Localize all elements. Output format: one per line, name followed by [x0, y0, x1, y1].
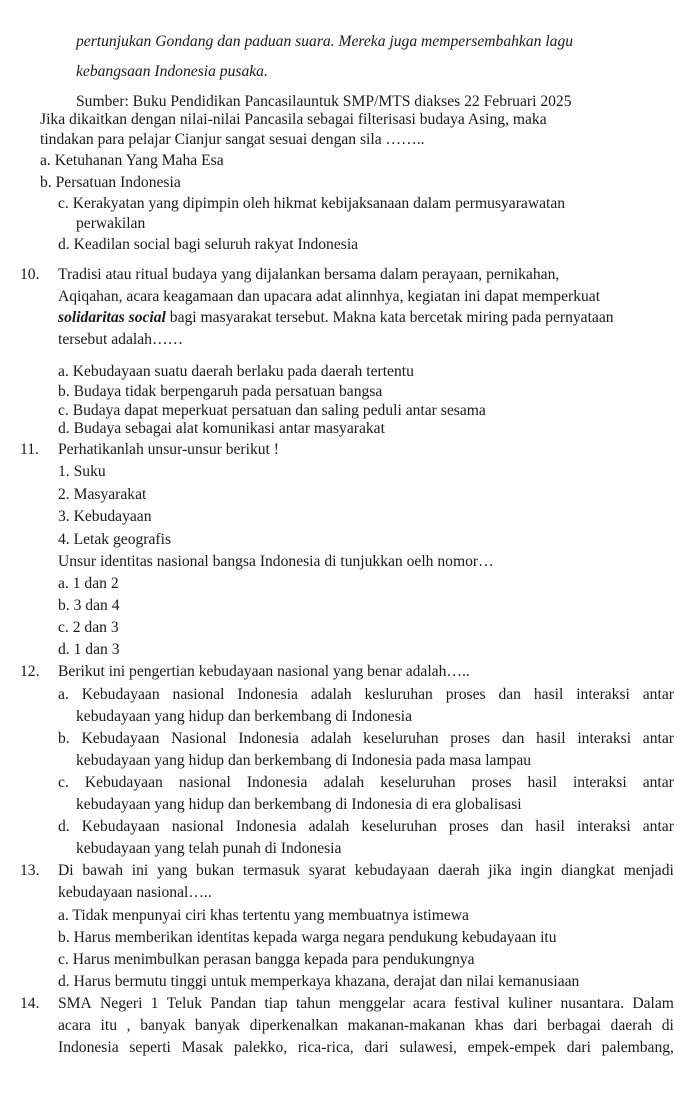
justified-word: dari: [364, 1039, 389, 1056]
justified-word: rica-rica,: [297, 1039, 354, 1056]
justified-word: interaksi: [576, 818, 631, 835]
intro-option-b: b. Persatuan Indonesia: [40, 174, 181, 191]
q12-stem: Berikut ini pengertian kebudayaan nasional yang benar adalah…..: [58, 663, 470, 680]
justified-word: proses: [471, 774, 512, 791]
justified-word: 1: [150, 995, 159, 1012]
justified-word: Negeri: [100, 995, 143, 1012]
q11-item-4: 4. Letak geografis: [58, 531, 172, 548]
justified-word: hasil: [535, 818, 565, 835]
justified-word: ini: [131, 862, 149, 879]
justified-word: adalah: [308, 818, 350, 835]
justified-word: syarat: [308, 862, 346, 879]
intro-option-c-line-1: c. Kerakyatan yang dipimpin oleh hikmat kebijaksanaan dalam permusyarawatan: [58, 195, 566, 212]
intro-option-a: a. Ketuhanan Yang Maha Esa: [40, 152, 224, 169]
justified-word: palembang,: [601, 1039, 674, 1056]
justified-word: keseluruhan: [361, 818, 437, 835]
justified-word: bukan: [196, 862, 235, 879]
justified-word: c.: [58, 774, 69, 791]
q11-item-1: 1. Suku: [58, 463, 106, 480]
q11-option-c: c. 2 dan 3: [58, 619, 119, 636]
justified-word: acara: [412, 995, 446, 1012]
q11-stem: Perhatikanlah unsur-unsur berikut !: [58, 441, 279, 458]
intro-line-1: pertunjukan Gondang dan paduan suara. Mereka juga mempersembahkan lagu: [76, 33, 574, 50]
justified-word: Kebudayaan: [84, 774, 163, 791]
justified-word: makanan-makanan: [347, 1017, 466, 1034]
q14-number: 14.: [20, 995, 40, 1012]
q12-option-d-line-1: [58, 817, 674, 837]
justified-word: dari: [513, 1017, 538, 1034]
justified-word: nusantara.: [560, 995, 625, 1012]
justified-word: antar: [642, 818, 674, 835]
justified-word: palekko,: [233, 1039, 288, 1056]
justified-word: antar: [642, 730, 674, 747]
justified-word: Pandan: [210, 995, 257, 1012]
justified-word: berbagai: [547, 1017, 601, 1034]
justified-word: tiap: [264, 995, 288, 1012]
justified-word: Indonesia: [237, 686, 298, 703]
justified-word: adalah: [310, 686, 352, 703]
justified-word: di: [661, 1017, 674, 1034]
justified-word: hasil: [533, 686, 564, 703]
intro-option-c-line-2: perwakilan: [76, 215, 146, 232]
justified-word: menggelar: [338, 995, 405, 1012]
intro-option-d: d. Keadilan social bagi seluruh rakyat Indonesia: [58, 236, 359, 253]
q13-number: 13.: [20, 862, 40, 879]
q12-option-a-line-2: kebudayaan yang hidup dan berkembang di Indonesia: [76, 708, 413, 725]
justified-word: Di: [58, 862, 74, 879]
justified-word: nasional: [171, 818, 224, 835]
justified-word: Masak: [181, 1039, 224, 1056]
justified-word: keseluruhan: [380, 774, 456, 791]
q12-option-c-line-1: [58, 773, 674, 793]
justified-word: Teluk: [166, 995, 202, 1012]
justified-word: nasional: [172, 686, 225, 703]
q12-option-b-line-1: [58, 729, 674, 749]
q10-line-2: Aqiqahan, acara keagamaan dan upacara adat alinnhya, kegiatan ini dapat memperkuat: [58, 288, 601, 305]
q10-option-c: c. Budaya dapat meperkuat persatuan dan saling peduli antar sesama: [58, 402, 486, 419]
q13-option-d: d. Harus bermutu tinggi untuk memperkaya khazana, derajat dan nilai kemanusiaan: [58, 973, 580, 990]
justified-word: banyak: [194, 1017, 240, 1034]
justified-word: antar: [642, 686, 674, 703]
justified-word: jika: [488, 862, 512, 879]
q11-number: 11.: [20, 441, 39, 458]
justified-word: seperti: [129, 1039, 171, 1056]
q13-line-1: [58, 861, 674, 881]
justified-word: nasional: [178, 774, 231, 791]
q10-option-b: b. Budaya tidak berpengaruh pada persatuan bangsa: [58, 383, 383, 400]
justified-word: dan: [500, 818, 524, 835]
intro-line-2: kebangsaan Indonesia pusaka.: [76, 63, 268, 80]
justified-word: hasil: [527, 774, 557, 791]
justified-word: interaksi: [572, 774, 627, 791]
justified-word: Indonesia: [58, 1039, 119, 1056]
justified-word: khas: [475, 1017, 504, 1034]
justified-word: dari: [566, 1039, 591, 1056]
justified-word: Kebudayaan: [81, 818, 160, 835]
justified-word: sulawesi,: [399, 1039, 457, 1056]
justified-word: ingin: [520, 862, 553, 879]
justified-word: festival: [453, 995, 500, 1012]
justified-word: daerah: [610, 1017, 653, 1034]
justified-word: Dalam: [632, 995, 674, 1012]
q11-item-2: 2. Masyarakat: [58, 486, 147, 503]
justified-word: diperkenalkan: [249, 1017, 338, 1034]
justified-word: d.: [58, 818, 70, 835]
justified-word: Indonesia: [246, 774, 308, 791]
justified-word: empek-empek: [467, 1039, 556, 1056]
justified-word: b.: [58, 730, 70, 747]
q13-line-2: kebudayaan nasional…..: [58, 884, 212, 901]
justified-word: Kebudayaan: [81, 730, 160, 747]
justified-word: hasil: [536, 730, 566, 747]
justified-word: adalah: [323, 774, 365, 791]
justified-word: interaksi: [577, 730, 632, 747]
justified-word: Indonesia: [238, 730, 299, 747]
q10-line-3-rest: bagi masyarakat tersebut. Makna kata bercetak miring pada pernyataan: [165, 309, 614, 326]
question-stem-line-1: Jika dikaitkan dengan nilai-nilai Pancasila sebagai filterisasi budaya Asing, maka: [40, 111, 547, 128]
justified-word: Indonesia: [235, 818, 297, 835]
justified-word: adalah: [310, 730, 352, 747]
justified-word: dan: [498, 686, 521, 703]
justified-word: itu: [100, 1017, 118, 1034]
source-citation: Sumber: Buku Pendidikan Pancasilauntuk SMP/MTS diakses 22 Februari 2025: [76, 93, 572, 110]
justified-word: dan: [501, 730, 525, 747]
justified-word: proses: [450, 730, 491, 747]
justified-word: interaksi: [576, 686, 630, 703]
q11-option-a: a. 1 dan 2: [58, 575, 119, 592]
q10-line-1: Tradisi atau ritual budaya yang dijalankan bersama dalam perayaan, pernikahan,: [58, 266, 560, 283]
justified-word: bawah: [82, 862, 124, 879]
justified-word: a.: [58, 686, 69, 703]
justified-word: keseluruhan: [363, 730, 439, 747]
q13-option-b: b. Harus memberikan identitas kepada warga negara pendukung kebudayaan itu: [58, 929, 557, 946]
justified-word: acara: [58, 1017, 91, 1034]
justified-word: tahun: [295, 995, 331, 1012]
q11-item-3: 3. Kebudayaan: [58, 508, 152, 525]
q10-option-a: a. Kebudayaan suatu daerah berlaku pada daerah tertentu: [58, 363, 414, 380]
justified-word: kesluruhan: [364, 686, 433, 703]
question-stem-line-2: tindakan para pelajar Cianjur sangat sesuai dengan sila ……..: [40, 131, 425, 148]
q12-option-c-line-2: kebudayaan yang hidup dan berkembang di Indonesia di era globalisasi: [76, 796, 522, 813]
q10-line-4: tersebut adalah……: [58, 331, 184, 348]
justified-word: antar: [642, 774, 674, 791]
justified-word: diangkat: [561, 862, 615, 879]
q10-option-d: d. Budaya sebagai alat komunikasi antar masyarakat: [58, 420, 385, 437]
q12-number: 12.: [20, 663, 40, 680]
justified-word: Kebudayaan: [81, 686, 160, 703]
q11-question: Unsur identitas nasional bangsa Indonesia di tunjukkan oelh nomor…: [58, 553, 494, 570]
justified-word: daerah: [437, 862, 480, 879]
q13-option-a: a. Tidak menpunyai ciri khas tertentu yang membuatnya istimewa: [58, 907, 469, 924]
justified-word: proses: [445, 686, 486, 703]
q13-option-c: c. Harus menimbulkan perasan bangga kepada para pendukungnya: [58, 951, 475, 968]
justified-word: kebudayaan: [354, 862, 430, 879]
q14-line-1: [58, 994, 674, 1014]
q10-number: 10.: [20, 266, 40, 283]
q11-option-d: d. 1 dan 3: [58, 641, 120, 658]
q10-line-3: [58, 308, 614, 328]
q14-line-3: [58, 1038, 674, 1058]
justified-word: ,: [126, 1017, 131, 1034]
justified-word: Nasional: [171, 730, 227, 747]
justified-word: banyak: [140, 1017, 186, 1034]
justified-word: termasuk: [242, 862, 301, 879]
justified-word: kuliner: [508, 995, 553, 1012]
q10-italic-phrase: solidaritas social: [58, 309, 166, 326]
justified-word: proses: [448, 818, 489, 835]
q12-option-d-line-2: kebudayaan yang telah punah di Indonesia: [76, 840, 342, 857]
justified-word: yang: [156, 862, 188, 879]
justified-word: menjadi: [623, 862, 674, 879]
q11-option-b: b. 3 dan 4: [58, 597, 120, 614]
q12-option-a-line-1: [58, 685, 674, 705]
justified-word: SMA: [58, 995, 92, 1012]
q12-option-b-line-2: kebudayaan yang hidup dan berkembang di Indonesia pada masa lampau: [76, 752, 532, 769]
q14-line-2: [58, 1016, 674, 1036]
